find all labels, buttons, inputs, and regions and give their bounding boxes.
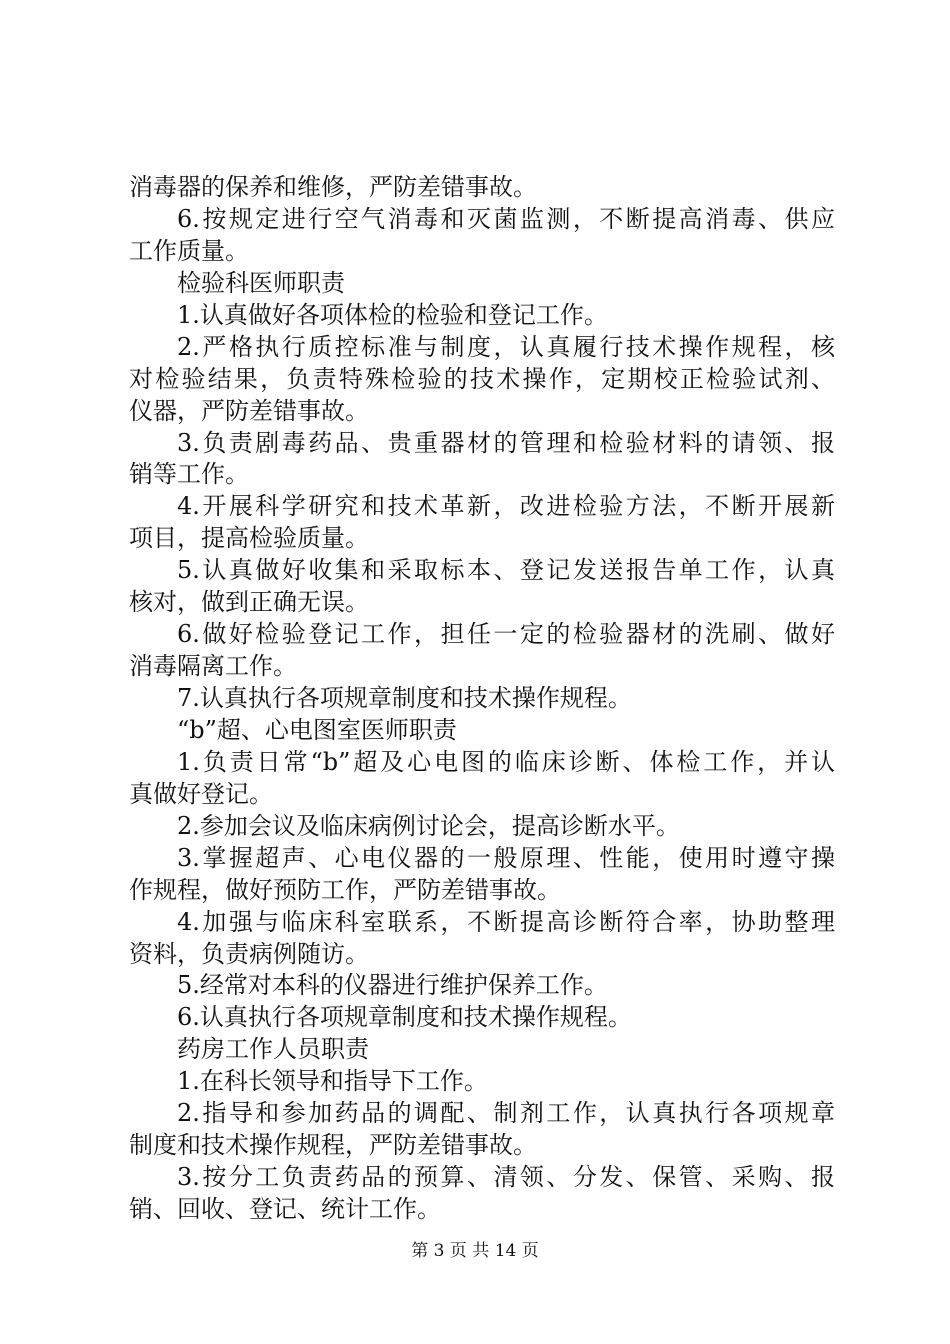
text-line: 对检验结果，负责特殊检验的技术操作，定期校正检验试剂、 [129, 364, 835, 393]
text-line: 6.认真执行各项规章制度和技术操作规程。 [177, 1003, 632, 1032]
text-line: 6.按规定进行空气消毒和灭菌监测，不断提高消毒、供应 [177, 204, 835, 233]
text-line: 作规程，做好预防工作，严防差错事故。 [129, 875, 561, 904]
text-line: 3.负责剧毒药品、贵重器材的管理和检验材料的请领、报 [177, 428, 835, 457]
text-line: “b”超、心电图室医师职责 [177, 715, 457, 744]
text-line: 5.经常对本科的仪器进行维护保养工作。 [177, 971, 608, 1000]
text-line: 2.指导和参加药品的调配、制剂工作，认真执行各项规章 [177, 1099, 835, 1128]
text-line: 销、回收、登记、统计工作。 [129, 1195, 441, 1223]
text-line: 资料，负责病例随访。 [129, 939, 369, 968]
text-line: 1.负责日常“b”超及心电图的临床诊断、体检工作，并认 [177, 747, 835, 776]
text-line: 2.参加会议及临床病例讨论会，提高诊断水平。 [177, 811, 680, 840]
text-line: 消毒器的保养和维修，严防差错事故。 [129, 173, 537, 201]
text-line: 真做好登记。 [129, 779, 273, 808]
document-body [129, 172, 835, 1226]
text-line: 药房工作人员职责 [177, 1035, 369, 1064]
text-line: 4.开展科学研究和技术革新，改进检验方法，不断开展新 [177, 492, 835, 521]
text-line: 核对，做到正确无误。 [129, 588, 369, 617]
text-line: 工作质量。 [129, 236, 249, 265]
text-line: 5.认真做好收集和采取标本、登记发送报告单工作，认真 [177, 556, 835, 585]
text-line: 2.严格执行质控标准与制度，认真履行技术操作规程，核 [177, 332, 835, 361]
text-line: 7.认真执行各项规章制度和技术操作规程。 [177, 684, 632, 712]
text-line: 3.按分工负责药品的预算、清领、分发、保管、采购、报 [177, 1163, 835, 1192]
text-line: 4.加强与临床科室联系，不断提高诊断符合率，协助整理 [177, 907, 835, 936]
text-line: 1.在科长领导和指导下工作。 [177, 1067, 488, 1096]
text-line: 检验科医师职责 [177, 268, 345, 297]
text-line: 3.掌握超声、心电仪器的一般原理、性能，使用时遵守操 [177, 843, 835, 872]
text-line: 项目，提高检验质量。 [129, 524, 369, 553]
page-number: 第 3 页 共 14 页 [411, 1241, 539, 1261]
text-line: 消毒隔离工作。 [129, 652, 297, 681]
text-line: 销等工作。 [129, 460, 249, 489]
text-line: 制度和技术操作规程，严防差错事故。 [129, 1131, 537, 1160]
page-footer [0, 1240, 950, 1262]
text-line: 1.认真做好各项体检的检验和登记工作。 [177, 300, 608, 329]
text-line: 仪器，严防差错事故。 [129, 396, 369, 425]
text-line: 6.做好检验登记工作，担任一定的检验器材的洗刷、做好 [177, 620, 835, 649]
